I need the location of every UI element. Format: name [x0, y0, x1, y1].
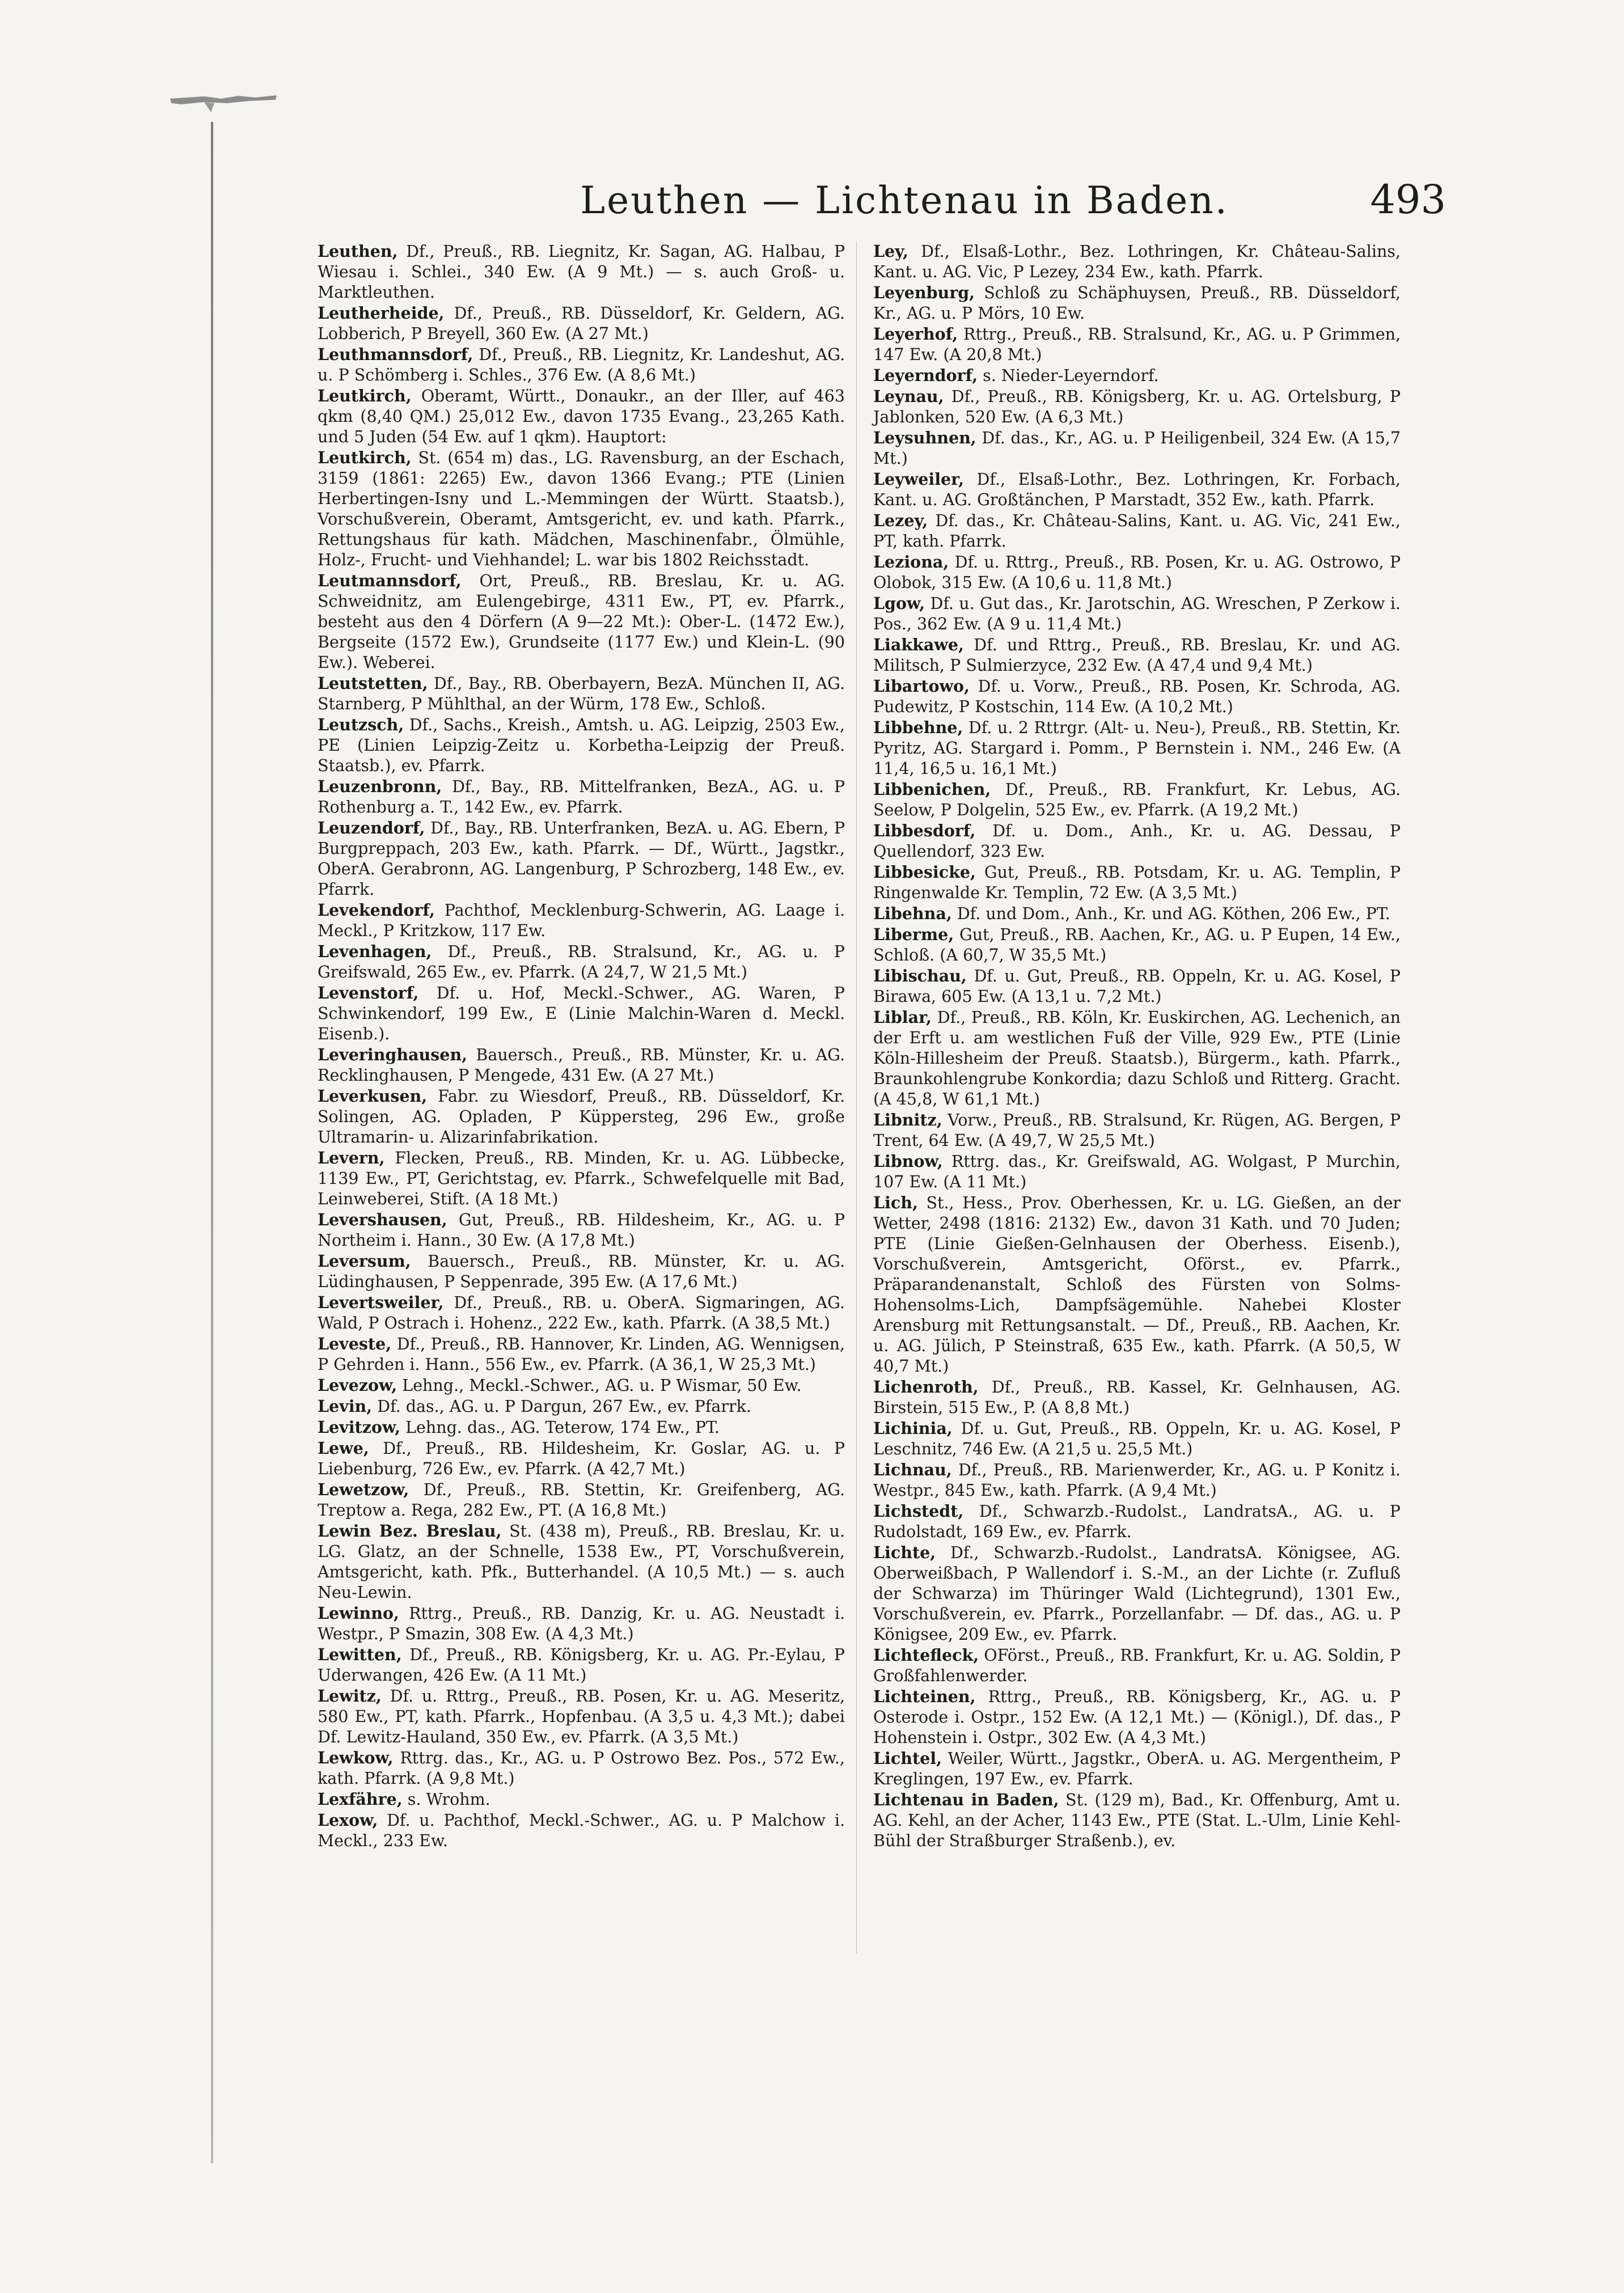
entry-headword: Libbesdorf, [873, 821, 976, 840]
entry-description: Df. das., AG. u. P Dargun, 267 Ew., ev. Pfarrk. [372, 1397, 751, 1416]
entry-description: St. (438 m), Preuß., RB. Breslau, Kr. u. LG. Glatz, an der Schnelle, 1538 Ew., PT, Vorschußverein, Amtsgericht, kath. Pfk., Butterhandel. (A 10,5 Mt.) — s. auch Neu-Lewin. [318, 1522, 845, 1602]
column-divider [856, 241, 857, 1953]
gazetteer-entry [873, 966, 1401, 1007]
gazetteer-entry [873, 1645, 1401, 1686]
page-number: 493 [1370, 176, 1446, 223]
entry-description: Df. und Rttrg., Preuß., RB. Breslau, Kr. und AG. Militsch, P Sulmierzyce, 232 Ew. (A 47,4 und 9,4 Mt.) [873, 636, 1401, 675]
entry-description: Df., Elsaß-Lothr., Bez. Lothringen, Kr. Château-Salins, Kant. u. AG. Vic, P Lezey, 234 Ew., kath. Pfarrk. [873, 242, 1401, 281]
entry-description: Df., Bay., RB. Oberbayern, BezA. München II, AG. Starnberg, P Mühlthal, an der Würm, 178 Ew., Schloß. [318, 674, 845, 713]
gazetteer-entry [318, 900, 845, 941]
gazetteer-entry [318, 1209, 845, 1251]
gazetteer-entry [318, 1148, 845, 1209]
entry-description: Rttrg., Preuß., RB. Stralsund, Kr., AG. u. P Grimmen, 147 Ew. (A 20,8 Mt.) [873, 325, 1401, 364]
gazetteer-entry [873, 1151, 1401, 1192]
gazetteer-entry [318, 1748, 845, 1789]
entry-headword: Leutkirch, [318, 448, 412, 467]
gazetteer-entry [873, 469, 1401, 510]
gazetteer-entry [318, 714, 845, 776]
entry-headword: Levekendorf, [318, 900, 435, 920]
binding-rule [211, 122, 213, 2163]
entry-description: Gut, Preuß., RB. Aachen, Kr., AG. u. P Eupen, 14 Ew., Schloß. (A 60,7, W 35,5 Mt.) [873, 925, 1401, 964]
gazetteer-entry [318, 447, 845, 570]
gazetteer-entry [873, 862, 1401, 903]
gazetteer-entry [873, 428, 1401, 469]
gazetteer-entry [873, 779, 1401, 820]
gazetteer-entry [873, 1748, 1401, 1789]
entry-headword: Liberme, [873, 925, 954, 944]
gazetteer-entry [873, 1789, 1401, 1851]
entry-description: Df. u. Gut, Preuß., RB. Oppeln, Kr. u. AG. Kosel, P Birawa, 605 Ew. (A 13,1 u. 7,2 Mt.) [873, 967, 1401, 1006]
entry-headword: Lewetzow, [318, 1480, 409, 1499]
gazetteer-entry [318, 1479, 845, 1521]
entry-description: Rttrg. das., Kr., AG. u. P Ostrowo Bez. Pos., 572 Ew., kath. Pfarrk. (A 9,8 Mt.) [318, 1749, 845, 1788]
entry-description: Rttrg., Preuß., RB. Königsberg, Kr., AG. u. P Osterode i. Ostpr., 152 Ew. (A 12,1 Mt.) — (Königl.), Df. das., P Hohenstein i. Ostpr., 302 Ew. (A 4,3 Mt.) [873, 1687, 1401, 1747]
entry-description: Df., Preuß., RB. Stralsund, Kr., AG. u. P Greifswald, 265 Ew., ev. Pfarrk. (A 24,7, W 21,5 Mt.) [318, 942, 845, 981]
entry-headword: Leveringhausen, [318, 1045, 468, 1064]
entry-description: Df., Preuß., RB. Düsseldorf, Kr. Geldern, AG. Lobberich, P Breyell, 360 Ew. (A 27 Mt.) [318, 304, 845, 343]
entry-headword: Lichteinen, [873, 1687, 976, 1706]
entry-headword: Libbehne, [873, 718, 963, 737]
entry-description: Bauersch., Preuß., RB. Münster, Kr. u. AG. Recklinghausen, P Mengede, 431 Ew. (A 27 Mt.) [318, 1046, 845, 1085]
gazetteer-entry [318, 1375, 845, 1396]
entry-description: St. (654 m) das., LG. Ravensburg, an der Eschach, 3159 (1861: 2265) Ew., davon 1366 Evang.; PTE (Linien Herbertingen-Isny und L.-Memmingen der Württ. Staatsb.), Vorschußverein, Oberamt, Amtsgericht, ev. und kath. Pfarrk., Rettungshaus für kath. Mädchen, Maschinenfabr., Ölmühle, Holz-, Frucht- und Viehhandel; L. war bis 1802 Reichsstadt. [318, 449, 845, 569]
entry-description: Df. das., Kr., AG. u. P Heiligenbeil, 324 Ew. (A 15,7 Mt.) [873, 429, 1401, 468]
left-column [318, 241, 845, 1851]
gazetteer-entry [318, 941, 845, 983]
gazetteer-entry [873, 903, 1401, 924]
entry-headword: Levern, [318, 1148, 385, 1167]
gazetteer-entry [873, 717, 1401, 779]
entry-headword: Lichtenau in Baden, [873, 1790, 1059, 1809]
gazetteer-entry [318, 1810, 845, 1851]
gazetteer-entry [873, 1192, 1401, 1377]
entry-headword: Lexow, [318, 1810, 378, 1830]
entry-headword: Leyenburg, [873, 283, 975, 302]
entry-headword: Libbesicke, [873, 862, 976, 882]
gazetteer-entry [873, 1686, 1401, 1748]
entry-description: Df., Preuß., RB. Marienwerder, Kr., AG. u. P Konitz i. Westpr., 845 Ew., kath. Pfarrk. (A 9,4 Mt.) [873, 1461, 1401, 1500]
entry-description: s. Wrohm. [402, 1790, 490, 1809]
entry-description: Df., Preuß., RB. Königsberg, Kr. u. AG. Ortelsburg, P Jablonken, 520 Ew. (A 6,3 Mt.) [873, 387, 1401, 426]
entry-description: Df., Bay., RB. Mittelfranken, BezA., AG. u. P Rothenburg a. T., 142 Ew., ev. Pfarrk. [318, 777, 845, 816]
entry-description: St., Hess., Prov. Oberhessen, Kr. u. LG. Gießen, an der Wetter, 2498 (1816: 2132) Ew., davon 31 Kath. und 70 Juden; PTE (Linie Gießen-Gelnhausen der Oberhess. Eisenb.), Vorschußverein, Amtsgericht, Oförst., ev. Pfarrk., Präparandenanstalt, Schloß des Fürsten von Solms-Hohensolms-Lich, Dampfsägemühle. Nahebei Kloster Arensburg mit Rettungsanstalt. — Df., Preuß., RB. Aachen, Kr. u. AG. Jülich, P Steinstraß, 635 Ew., kath. Pfarrk. (A 50,5, W 40,7 Mt.) [873, 1194, 1401, 1376]
entry-description: Flecken, Preuß., RB. Minden, Kr. u. AG. Lübbecke, 1139 Ew., PT, Gerichtstag, ev. Pfarrk., Schwefelquelle mit Bad, Leinweberei, Stift. (A 18 Mt.) [318, 1149, 845, 1208]
gazetteer-entry [318, 303, 845, 344]
entry-headword: Leuzenbronn, [318, 777, 442, 796]
entry-headword: Lewitten, [318, 1645, 402, 1664]
entry-description: Rttrg., Preuß., RB. Danzig, Kr. u. AG. Neustadt i. Westpr., P Smazin, 308 Ew. (A 4,3 Mt.) [318, 1604, 845, 1643]
entry-description: Ort, Preuß., RB. Breslau, Kr. u. AG. Schweidnitz, am Eulengebirge, 4311 Ew., PT, ev. Pfarrk., besteht aus den 4 Dörfern (A 9—22 Mt.): Ober-L. (1472 Ew.), Bergseite (1572 Ew.), Grundseite (1177 Ew.) und Klein-L. (90 Ew.). Weberei. [318, 572, 845, 672]
entry-headword: Liblar, [873, 1008, 932, 1027]
entry-description: Gut, Preuß., RB. Potsdam, Kr. u. AG. Templin, P Ringenwalde Kr. Templin, 72 Ew. (A 3,5 Mt.) [873, 863, 1401, 902]
gazetteer-entry [318, 818, 845, 900]
entry-description: Df., Preuß., RB. Frankfurt, Kr. Lebus, AG. Seelow, P Dolgelin, 525 Ew., ev. Pfarrk. (A 19,2 Mt.) [873, 780, 1401, 819]
entry-headword: Levenhagen, [318, 942, 432, 961]
entry-headword: Liakkawe, [873, 635, 964, 654]
entry-headword: Ley, [873, 242, 908, 261]
entry-description: St. (129 m), Bad., Kr. Offenburg, Amt u. AG. Kehl, an der Acher, 1143 Ew., PTE (Stat. L.-Ulm, Linie Kehl-Bühl der Straßburger Straßenb.), ev. [873, 1791, 1401, 1850]
gazetteer-entry [873, 634, 1401, 676]
entry-headword: Leutkirch, [318, 386, 412, 405]
gazetteer-entry [318, 1334, 845, 1375]
entry-description: Rttrg. das., Kr. Greifswald, AG. Wolgast, P Murchin, 107 Ew. (A 11 Mt.) [873, 1152, 1401, 1191]
gazetteer-entry [318, 1044, 845, 1086]
gazetteer-entry [873, 1007, 1401, 1110]
gazetteer-entry [318, 1686, 845, 1748]
entry-description: Df. u. Dom., Anh., Kr. u. AG. Dessau, P Quellendorf, 323 Ew. [873, 822, 1401, 861]
gazetteer-entry [873, 820, 1401, 862]
entry-description: Df., Preuß., RB. Köln, Kr. Euskirchen, AG. Lechenich, an der Erft u. am westlichen Fuß der Ville, 929 Ew., PTE (Linie Köln-Hillesheim der Preuß. Staatsb.), Bürgerm., kath. Pfarrk., Braunkohlengrube Konkordia; dazu Schloß und Ritterg. Gracht. (A 45,8, W 61,1 Mt.) [873, 1008, 1401, 1109]
gazetteer-entry [318, 1396, 845, 1417]
entry-headword: Leutmannsdorf, [318, 571, 462, 590]
entry-description: Df. u. Gut, Preuß., RB. Oppeln, Kr. u. AG. Kosel, P Leschnitz, 746 Ew. (A 21,5 u. 25,5 Mt.) [873, 1419, 1401, 1458]
entry-headword: Leuthen, [318, 242, 398, 261]
gazetteer-entry [318, 1603, 845, 1644]
entry-headword: Lewkow, [318, 1748, 394, 1767]
entry-description: Df., Preuß., RB. Stettin, Kr. Greifenberg, AG. Treptow a. Rega, 282 Ew., PT. (A 16,8 Mt.) [318, 1480, 845, 1520]
entry-description: Fabr. zu Wiesdorf, Preuß., RB. Düsseldorf, Kr. Solingen, AG. Opladen, P Küppersteg, 296 Ew., große Ultramarin- u. Alizarinfabrikation. [318, 1087, 845, 1146]
entry-headword: Lichnau, [873, 1460, 952, 1479]
gazetteer-entry [318, 1417, 845, 1438]
entry-description: Df. u. Rttrg., Preuß., RB. Posen, Kr. u. AG. Meseritz, 580 Ew., PT, kath. Pfarrk., Hopfenbau. (A 3,5 u. 4,3 Mt.); dabei Df. Lewitz-Hauland, 350 Ew., ev. Pfarrk. (A 3,5 Mt.) [318, 1687, 845, 1746]
entry-description: Oberamt, Württ., Donaukr., an der Iller, auf 463 qkm (8,40 QM.) 25,012 Ew., davon 1735 Evang., 23,265 Kath. und 5 Juden (54 Ew. auf 1 qkm). Hauptort: [318, 387, 845, 446]
entry-headword: Libbenichen, [873, 780, 991, 799]
entry-description: Df., Preuß., RB. Liegnitz, Kr. Sagan, AG. Halbau, P Wiesau i. Schlei., 340 Ew. (A 9 Mt.) — s. auch Groß- u. Marktleuthen. [318, 242, 845, 302]
entry-description: Df. das., Kr. Château-Salins, Kant. u. AG. Vic, 241 Ew., PT, kath. Pfarrk. [873, 511, 1401, 551]
entry-headword: Levezow, [318, 1376, 397, 1395]
entry-description: Df., Preuß., RB. Hannover, Kr. Linden, AG. Wennigsen, P Gehrden i. Hann., 556 Ew., ev. Pfarrk. (A 36,1, W 25,3 Mt.) [318, 1335, 845, 1374]
gazetteer-entry [873, 1542, 1401, 1645]
entry-headword: Lichinia, [873, 1419, 953, 1438]
entry-headword: Leuzendorf, [318, 818, 425, 837]
entry-headword: Leuthmannsdorf, [318, 345, 473, 364]
gazetteer-entry [873, 1418, 1401, 1459]
entry-description: Vorw., Preuß., RB. Stralsund, Kr. Rügen, AG. Bergen, P Trent, 64 Ew. (A 49,7, W 25,5 Mt.) [873, 1111, 1401, 1150]
entry-headword: Levitzow, [318, 1418, 401, 1437]
gazetteer-entry [318, 1438, 845, 1479]
entry-description: Gut, Preuß., RB. Hildesheim, Kr., AG. u. P Northeim i. Hann., 30 Ew. (A 17,8 Mt.) [318, 1211, 845, 1250]
entry-headword: Lichte, [873, 1543, 936, 1562]
entry-headword: Lichenroth, [873, 1377, 979, 1397]
entry-headword: Leyerndorf, [873, 366, 978, 385]
entry-headword: Lewinno, [318, 1604, 399, 1623]
entry-headword: Leverkusen, [318, 1086, 428, 1106]
entry-headword: Leynau, [873, 387, 944, 406]
entry-headword: Leversum, [318, 1251, 411, 1271]
entry-headword: Levershausen, [318, 1210, 447, 1229]
gazetteer-entry [873, 324, 1401, 365]
entry-headword: Levertsweiler, [318, 1293, 444, 1312]
gazetteer-entry [873, 1459, 1401, 1501]
gazetteer-entry [873, 241, 1401, 282]
gazetteer-entry [873, 510, 1401, 552]
gazetteer-entry [318, 1521, 845, 1603]
gazetteer-entry [318, 1251, 845, 1292]
right-column [873, 241, 1401, 1851]
entry-headword: Levin, [318, 1397, 373, 1416]
gazetteer-entry [873, 386, 1401, 428]
entry-headword: Lichstedt, [873, 1501, 964, 1521]
gazetteer-entry [318, 1644, 845, 1686]
running-title: Leuthen — Lichtenau in Baden. [580, 179, 1229, 222]
page-header [363, 176, 1446, 241]
entry-headword: Leutzsch, [318, 715, 404, 734]
gazetteer-entry [873, 1501, 1401, 1542]
gazetteer-entry [873, 552, 1401, 593]
entry-description: Pachthof, Mecklenburg-Schwerin, AG. Laage i. Meckl., P Kritzkow, 117 Ew. [318, 901, 845, 940]
entry-headword: Lezey, [873, 511, 928, 530]
gazetteer-entry [873, 1377, 1401, 1418]
entry-description: Df. u. Vorw., Preuß., RB. Posen, Kr. Schroda, AG. Pudewitz, P Kostschin, 114 Ew. (A 10,2 Mt.) [873, 677, 1401, 716]
entry-description: Df., Elsaß-Lothr., Bez. Lothringen, Kr. Forbach, Kant. u. AG. Großtänchen, P Marstadt, 352 Ew., kath. Pfarrk. [873, 470, 1401, 509]
scan-mark-icon [170, 91, 278, 113]
entry-description: Df., Sachs., Kreish., Amtsh. u. AG. Leipzig, 2503 Ew., PE (Linien Leipzig-Zeitz u. Korbetha-Leipzig der Preuß. Staatsb.), ev. Pfarrk. [318, 716, 845, 775]
entry-headword: Libischau, [873, 966, 967, 985]
gazetteer-entry [873, 593, 1401, 634]
entry-description: Df. und Dom., Anh., Kr. und AG. Köthen, 206 Ew., PT. [951, 904, 1390, 923]
entry-headword: Lich, [873, 1193, 918, 1212]
entry-description: Df. u. 2 Rttrgr. (Alt- u. Neu-), Preuß., RB. Stettin, Kr. Pyritz, AG. Stargard i. Pomm., P Bernstein i. NM., 246 Ew. (A 11,4, 16,5 u. 16,1 Mt.) [873, 718, 1401, 778]
entry-description: Weiler, Württ., Jagstkr., OberA. u. AG. Mergentheim, P Kreglingen, 197 Ew., ev. Pfarrk. [873, 1749, 1401, 1788]
entry-headword: Libartowo, [873, 676, 970, 696]
gazetteer-entry [873, 924, 1401, 966]
entry-headword: Leziona, [873, 552, 949, 572]
gazetteer-entry [318, 1086, 845, 1148]
entry-description: Df. u. Hof, Meckl.-Schwer., AG. Waren, P Schwinkendorf, 199 Ew., E (Linie Malchin-Waren d. Meckl. Eisenb.). [318, 984, 845, 1043]
gazetteer-entry [318, 1292, 845, 1334]
gazetteer-entry [318, 570, 845, 673]
entry-description: OFörst., Preuß., RB. Frankfurt, Kr. u. AG. Soldin, P Großfahlenwerder. [873, 1646, 1401, 1685]
entry-description: Df. u. Rttrg., Preuß., RB. Posen, Kr. u. AG. Ostrowo, P Olobok, 315 Ew. (A 10,6 u. 11,8 Mt.) [873, 553, 1401, 592]
gazetteer-entry [873, 365, 1401, 386]
entry-headword: Lexfähre, [318, 1789, 403, 1809]
entry-headword: Lgow, [873, 594, 925, 613]
entry-headword: Libnitz, [873, 1110, 942, 1129]
gazetteer-entry [873, 1110, 1401, 1151]
entry-description: Df. u. Pachthof, Meckl.-Schwer., AG. u. P Malchow i. Meckl., 233 Ew. [318, 1811, 845, 1850]
gazetteer-entry [318, 776, 845, 818]
entry-description: Df. u. Gut das., Kr. Jarotschin, AG. Wreschen, P Zerkow i. Pos., 362 Ew. (A 9 u. 11,4 Mt.) [873, 594, 1401, 633]
entry-headword: Leutherheide, [318, 303, 445, 323]
entry-headword: Libnow, [873, 1152, 943, 1171]
gazetteer-entry [318, 344, 845, 386]
entry-description: Lehng. das., AG. Teterow, 174 Ew., PT. [400, 1418, 720, 1437]
entry-description: Df., Preuß., RB. Königsberg, Kr. u. AG. Pr.-Eylau, P Uderwangen, 426 Ew. (A 11 Mt.) [318, 1645, 845, 1685]
entry-description: Lehng., Meckl.-Schwer., AG. u. P Wismar, 50 Ew. [397, 1376, 802, 1395]
gazetteer-entry [873, 282, 1401, 324]
entry-description: Df., Bay., RB. Unterfranken, BezA. u. AG. Ebern, P Burgpreppach, 203 Ew., kath. Pfarrk. — Df., Württ., Jagstkr., OberA. Gerabronn, AG. Langenburg, P Schrozberg, 148 Ew., ev. Pfarrk. [318, 819, 845, 899]
entry-headword: Lewitz, [318, 1686, 382, 1706]
entry-description: Df., Preuß., RB. Hildesheim, Kr. Goslar, AG. u. P Liebenburg, 726 Ew., ev. Pfarrk. (A 42,7 Mt.) [318, 1439, 845, 1478]
entry-headword: Leutstetten, [318, 674, 428, 693]
gazetteer-entry [318, 1789, 845, 1810]
entry-description: s. Nieder-Leyerndorf. [978, 366, 1159, 385]
entry-headword: Levenstorf, [318, 983, 419, 1002]
entry-description: Df., Preuß., RB. Kassel, Kr. Gelnhausen, AG. Birstein, 515 Ew., P. (A 8,8 Mt.) [873, 1378, 1401, 1417]
gazetteer-entry [318, 983, 845, 1044]
entry-headword: Leveste, [318, 1334, 392, 1353]
entry-description: Df., Preuß., RB. u. OberA. Sigmaringen, AG. Wald, P Ostrach i. Hohenz., 222 Ew., kath. Pfarrk. (A 38,5 Mt.) [318, 1293, 845, 1332]
gazetteer-entry [873, 676, 1401, 717]
entry-headword: Lewe, [318, 1439, 369, 1458]
entry-description: Df., Preuß., RB. Liegnitz, Kr. Landeshut, AG. u. P Schömberg i. Schles., 376 Ew. (A 8,6 Mt.) [318, 345, 845, 384]
entry-headword: Lichtefleck, [873, 1645, 979, 1665]
entry-headword: Leyerhof, [873, 324, 958, 344]
gazetteer-entry [318, 673, 845, 714]
entry-headword: Leysuhnen, [873, 428, 976, 447]
entry-headword: Leyweiler, [873, 469, 965, 489]
entry-description: Schloß zu Schäphuysen, Preuß., RB. Düsseldorf, Kr., AG. u. P Mörs, 10 Ew. [873, 284, 1401, 323]
gazetteer-entry [318, 241, 845, 303]
entry-description: Df., Schwarzb.-Rudolst., LandratsA. Königsee, AG. Oberweißbach, P Wallendorf i. S.-M., an der Lichte (r. Zufluß der Schwarza) im Thüringer Wald (Lichtegrund), 1301 Ew., Vorschußverein, ev. Pfarrk., Porzellanfabr. — Df. das., AG. u. P Königsee, 209 Ew., ev. Pfarrk. [873, 1543, 1401, 1644]
entry-headword: Libehna, [873, 904, 952, 923]
gazetteer-entry [318, 386, 845, 447]
entry-description: Bauersch., Preuß., RB. Münster, Kr. u. AG. Lüdinghausen, P Seppenrade, 395 Ew. (A 17,6 Mt.) [318, 1252, 845, 1291]
entry-headword: Lichtel, [873, 1749, 942, 1768]
entry-description: Df., Schwarzb.-Rudolst., LandratsA., AG. u. P Rudolstadt, 169 Ew., ev. Pfarrk. [873, 1502, 1401, 1541]
entry-headword: Lewin Bez. Breslau, [318, 1521, 502, 1541]
